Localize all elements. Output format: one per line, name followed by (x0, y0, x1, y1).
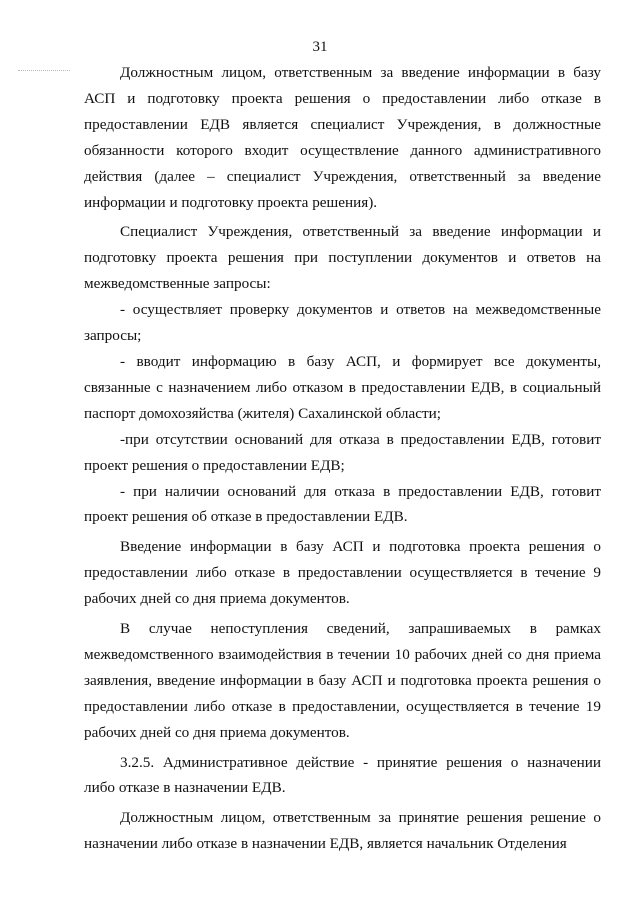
list-item-check-documents: - осуществляет проверку документов и ответов на межведомственные запросы; (84, 301, 601, 345)
paragraph-section-3-2-5: 3.2.5. Административное действие - принятие решения о назначении либо отказе в назначении ЕДВ. (84, 753, 601, 797)
list-item-prepare-refusal-decision: - при наличии оснований для отказа в предоставлении ЕДВ, готовит проект решения об отказе в предоставлении ЕДВ. (84, 482, 601, 526)
scan-artifact (18, 70, 70, 75)
list-item-prepare-grant-decision: -при отсутствии оснований для отказа в предоставлении ЕДВ, готовит проект решения о предоставлении ЕДВ; (84, 430, 601, 474)
paragraph-responsible-person: Должностным лицом, ответственным за введение информации в базу АСП и подготовку проекта решения о предоставлении либо отказе в предоставлении ЕДВ является специалист Учреждения, в должностные обязанности которого входит осуществление данного административного действия (далее – специалист Учреждения, ответственный за введение информации и подготовку проекта решения). (84, 64, 601, 211)
paragraph-decision-official: Должностным лицом, ответственным за принятие решения решение о назначении либо отказе в назначении ЕДВ, является начальник Отделения (84, 809, 601, 853)
paragraph-processing-term: Введение информации в базу АСП и подготовка проекта решения о предоставлении либо отказе в предоставлении осуществляется в течение 9 рабочих дней со дня приема документов. (84, 538, 601, 608)
list-item-enter-information: - вводит информацию в базу АСП, и формирует все документы, связанные с назначением либо отказом в предоставлении ЕДВ, в социальный паспорт домохозяйства (жителя) Сахалинской области; (84, 352, 601, 422)
page-number: 31 (312, 39, 328, 55)
paragraph-extended-term: В случае непоступления сведений, запрашиваемых в рамках межведомственного взаимодействия в течении 10 рабочих дней со дня приема заявления, введение информации в базу АСП и подготовка проекта решения о предоставлении либо отказе в предоставлении, осуществляется в течение 19 рабочих дней со дня приема документов. (84, 620, 601, 741)
document-body (84, 60, 601, 861)
paragraph-specialist-duties-intro: Специалист Учреждения, ответственный за введение информации и подготовку проекта решения при поступлении документов и ответов на межведомственные запросы: (84, 223, 601, 293)
